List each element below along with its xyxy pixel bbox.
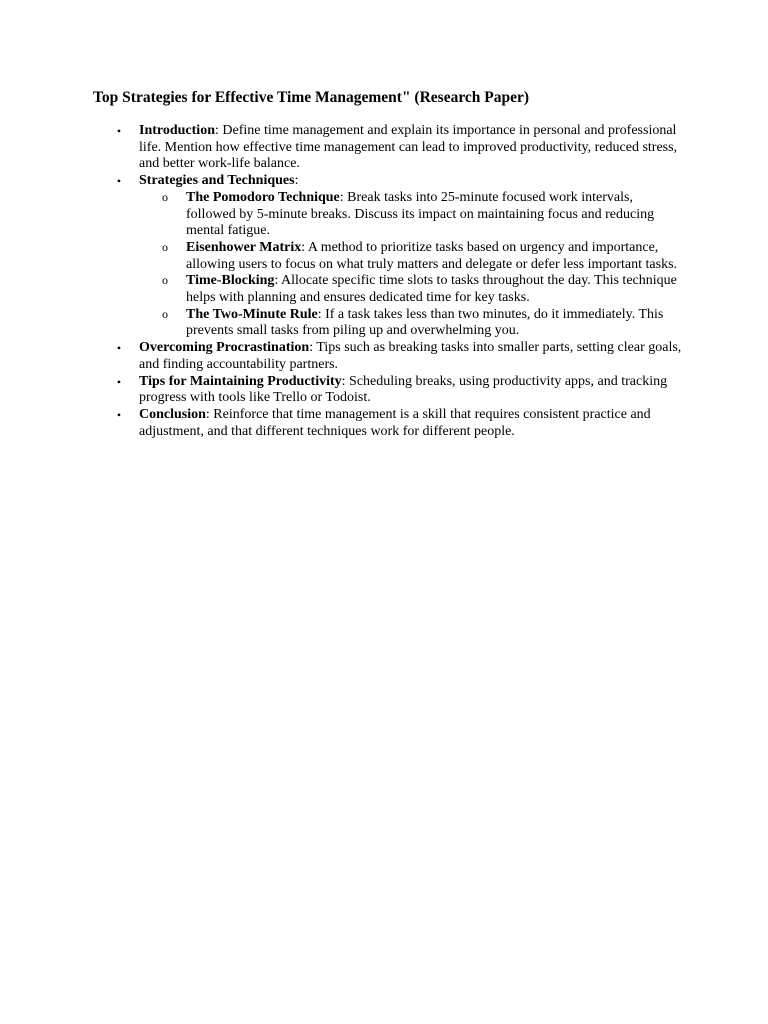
list-item-productivity (93, 374, 683, 407)
item-term: Strategies and Techniques (139, 173, 295, 189)
list-item-conclusion (93, 407, 683, 440)
bullet-icon: • (116, 374, 122, 389)
list-item-introduction (93, 123, 683, 173)
sub-item-text: : Allocate specific time slots to tasks throughout the day. This technique helps with planning and ensures dedicated time for key tasks. (186, 273, 677, 306)
list-item-strategies (93, 173, 683, 340)
item-text: : Tips such as breaking tasks into smaller parts, setting clear goals, and finding accountability partners. (139, 340, 682, 372)
sub-item-term: Time-Blocking (186, 273, 275, 289)
sub-bullet-icon: o (162, 239, 168, 254)
bullet-icon: • (116, 407, 122, 422)
bullet-icon: • (116, 124, 122, 138)
bullet-icon: • (116, 341, 122, 356)
item-text: : (294, 173, 299, 189)
item-term: Conclusion (139, 406, 206, 422)
item-text: : Reinforce that time management is a skill that requires consistent practice and adjustment, and that different techniques work for different people. (139, 406, 651, 439)
outline-list (93, 123, 683, 440)
item-term: Tips for Maintaining Productivity (139, 373, 342, 389)
sub-item-term: The Two-Minute Rule (186, 306, 318, 322)
item-term: Introduction (139, 123, 215, 138)
sub-bullet-icon: o (162, 273, 168, 288)
document-title: Top Strategies for Effective Time Management" (Research Paper) (93, 89, 530, 106)
sub-item-text: : If a task takes less than two minutes, do it immediately. This prevents small tasks from piling up and overwhelming you. (186, 306, 664, 339)
list-item-procrastination (93, 340, 683, 373)
sub-item-time-blocking (139, 273, 683, 306)
sub-item-pomodoro (139, 190, 683, 240)
strategies-sublist (139, 190, 683, 340)
item-text: : Define time management and explain its importance in personal and professional life. Mention how effective time management can lead to improved productivity, reduced stress, and better work-life balance. (139, 123, 678, 172)
item-text: : Scheduling breaks, using productivity apps, and tracking progress with tools like Trello or Todoist. (139, 373, 668, 406)
sub-item-text: : Break tasks into 25-minute focused work intervals, followed by 5-minute breaks. Discuss its impact on maintaining focus and reducing mental fatigue. (186, 189, 655, 239)
sub-bullet-icon: o (162, 306, 168, 321)
bullet-icon: • (116, 174, 122, 189)
sub-item-two-minute-rule (139, 307, 683, 340)
sub-item-term: The Pomodoro Technique (186, 189, 340, 205)
sub-item-text: : A method to prioritize tasks based on urgency and importance, allowing users to focus on what truly matters and delegate or defer less important tasks. (186, 239, 678, 272)
sub-bullet-icon: o (162, 189, 168, 204)
item-term: Overcoming Procrastination (139, 340, 310, 356)
sub-item-eisenhower (139, 240, 683, 273)
sub-item-term: Eisenhower Matrix (186, 239, 302, 255)
